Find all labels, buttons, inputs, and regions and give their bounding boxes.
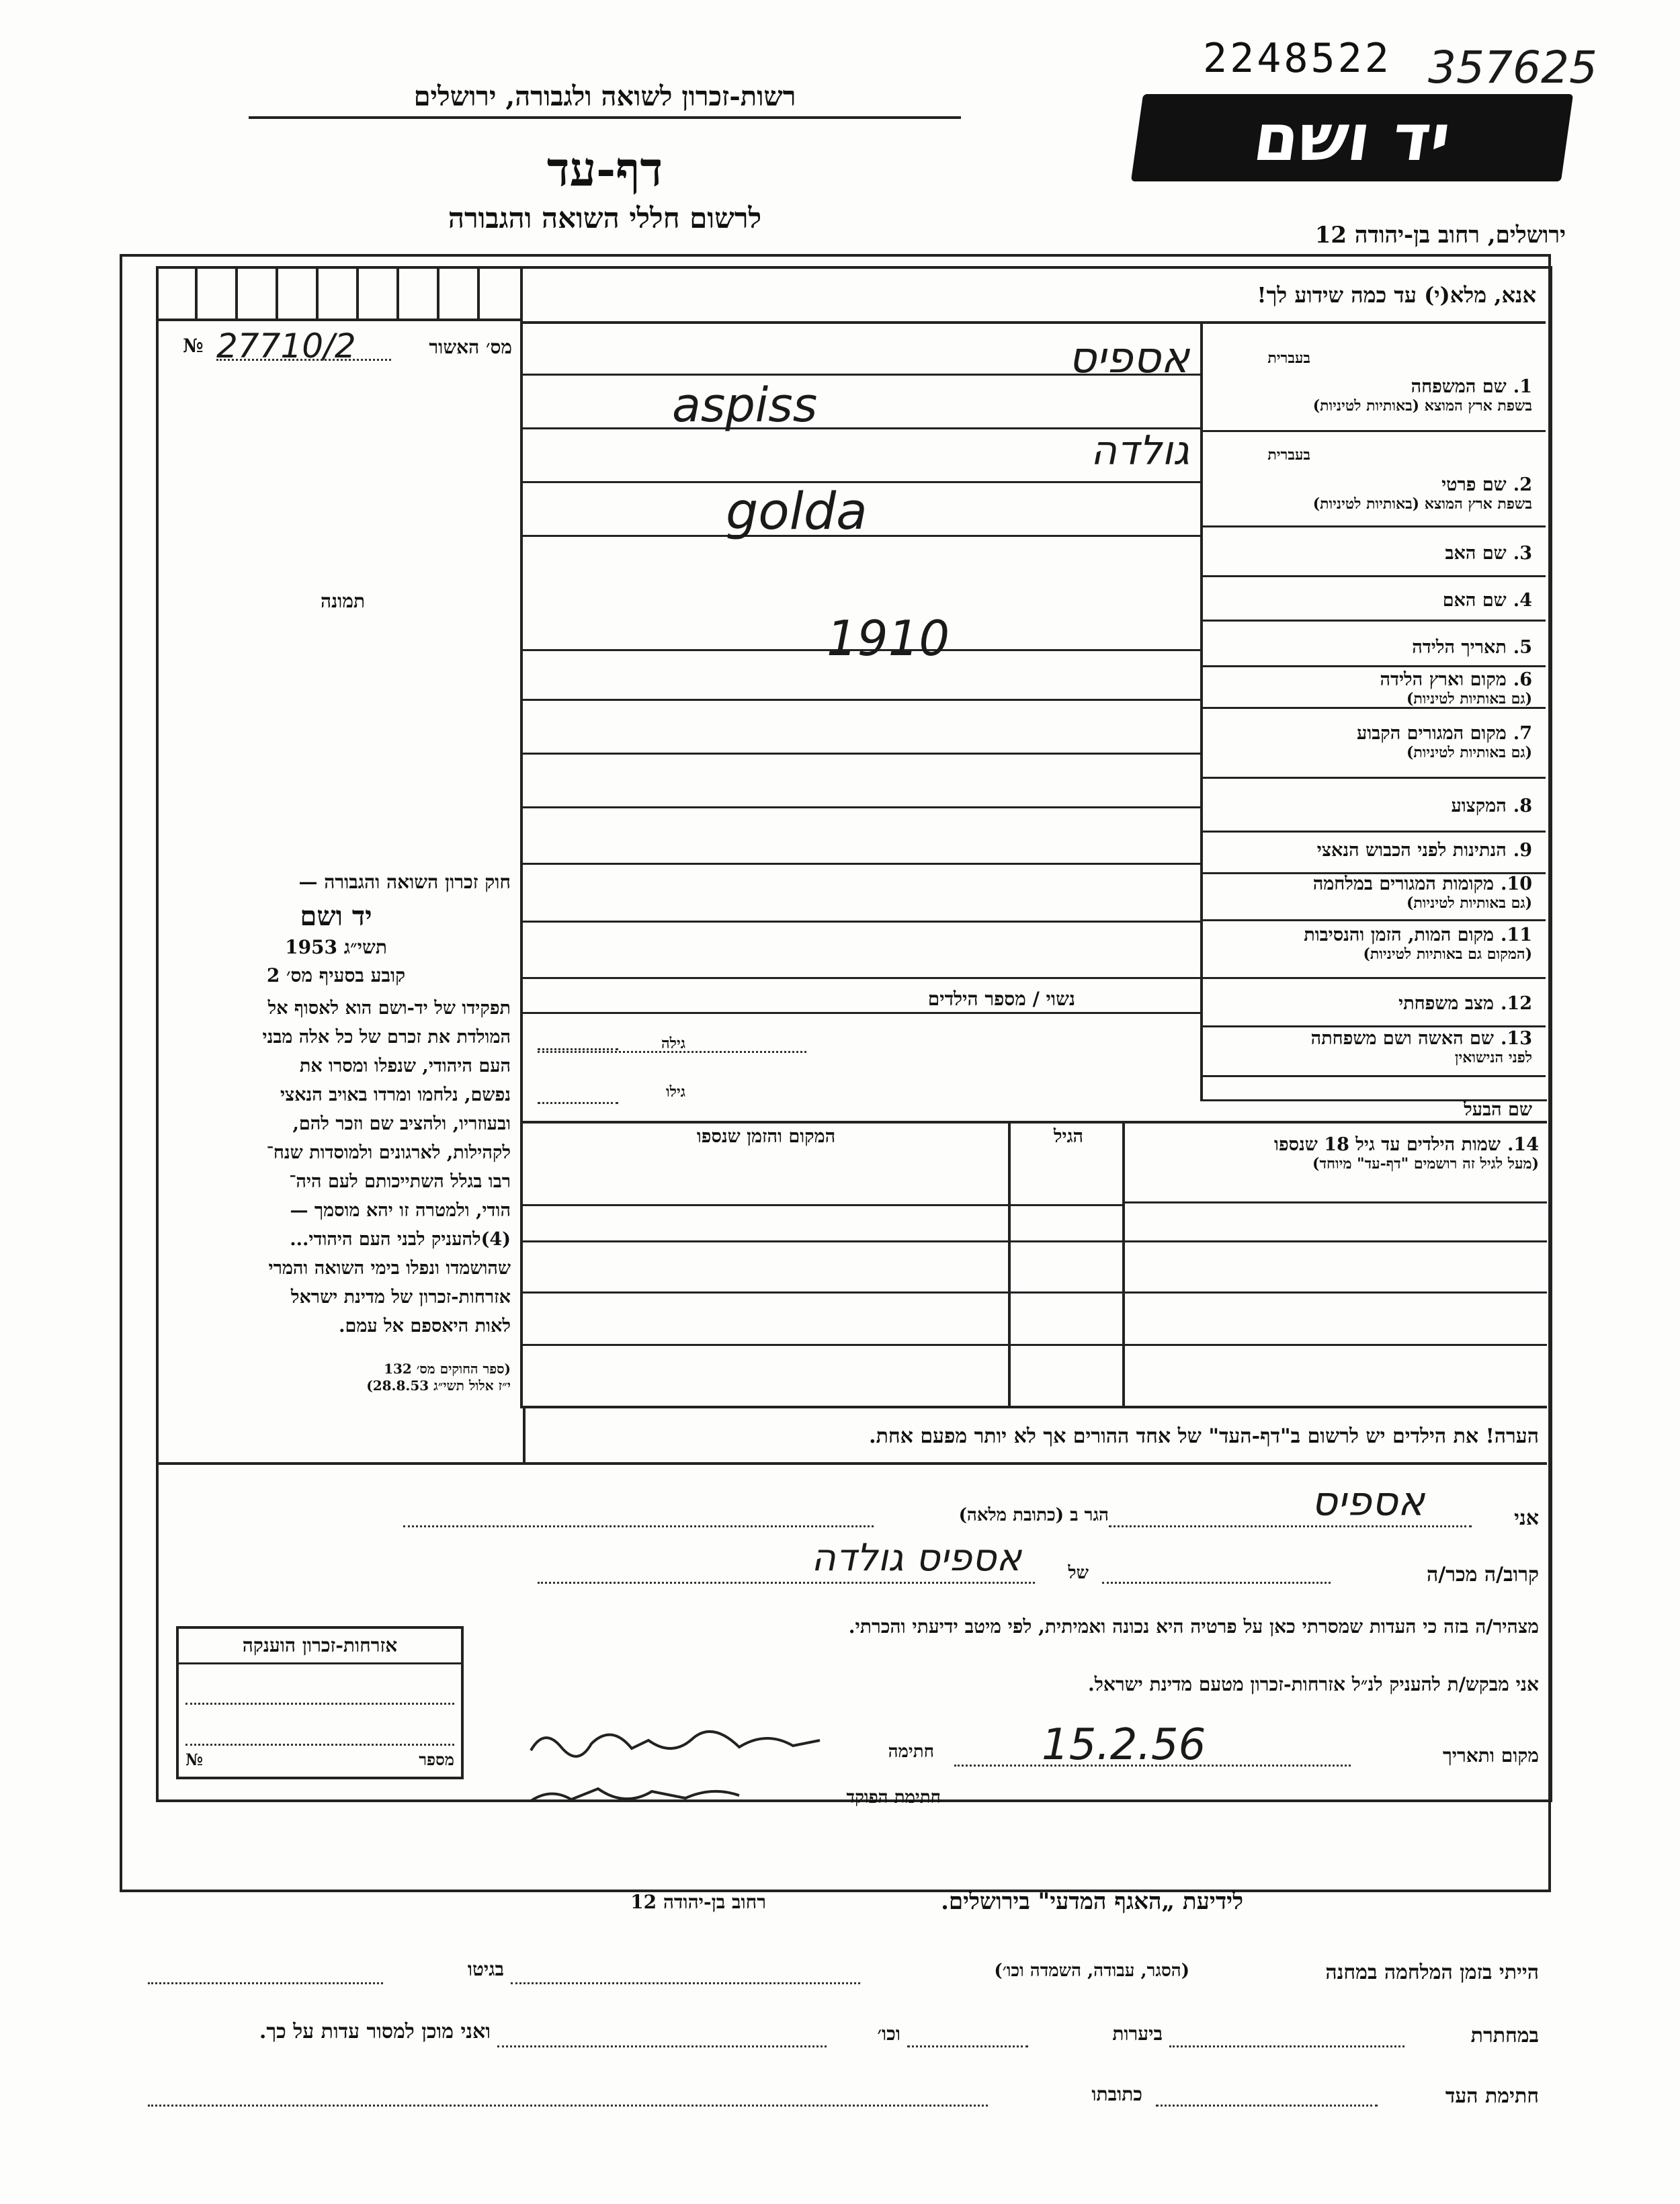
field-1-label: 1.שם המשפחה בשפת ארץ המוצא (באותיות לטיניות)	[1312, 376, 1532, 415]
law-clause: קובע בסעיף מס׳ 2	[266, 964, 406, 986]
bottom-line1-c: בגיטו	[467, 1958, 504, 1980]
bottom-line2-c: וכו׳	[877, 2023, 900, 2045]
husband-age-label: גילו	[666, 1083, 685, 1101]
field-8-label: 8.המקצוע	[1451, 796, 1532, 816]
photo-label: תמונה	[320, 590, 366, 612]
children-section-label: 14.שמות הילדים עד גיל 18 שנספו (מעל לגיל זה רושמים "דף-עד" מיוחד)	[1274, 1134, 1539, 1173]
decl-statement: מצהיר/ה בזה כי העדות שמסרתי כאן על פרטיה היא נכונה ואמיתית, לפי מיטב ידיעתי והכרתי.	[848, 1615, 1539, 1638]
field-12-label: 12.מצב משפחתי	[1398, 993, 1532, 1014]
law-year: תשי״ג 1953	[285, 936, 387, 958]
law-heading: חוק זכרון השואה והגבורה —	[298, 871, 511, 893]
field-5-label: 5.תאריך הלידה	[1412, 637, 1532, 658]
law-ref-2: י״ז אלול תשי״ג 28.8.53)	[366, 1378, 511, 1394]
page-subtitle: לרשום חללי השואה והגבורה	[448, 202, 762, 235]
field-4-label: 4.שם האם	[1442, 590, 1532, 611]
surname-latin-value: aspiss	[672, 378, 818, 433]
law-body: תפקידו של יד-ושם הוא לאסוף אל המולדת את זכרם של כל אלה מבני העם היהודי, שנפלו ומסרו את נפשם, נלחמו ומרדו באויב הנאצי ובעוזריו, ולהציב שם וזכר להם, לקהילות, לארגונים ולמוסדות שנח־ רבו בגלל השתייכותם לעם היה־ הודי, ולמטרה זו יהא מוסמך — (4)להעניק לבני העם היהודי... שהושמדו ונפלו בימי השואה והמרי אזרחות-זכרון של מדינת ישראל לאות היאספם אל עמם.	[262, 998, 511, 1337]
approval-label: מס׳ האשור	[429, 336, 512, 358]
field-7-label: 7.מקום המגורים הקבוע (גם באותיות לטיניות)	[1357, 723, 1532, 761]
bottom-line2-b: ביערות	[1112, 2023, 1163, 2045]
decl-signature-label: חתימה	[888, 1742, 934, 1762]
law-ref-1: (ספר החוקים מס׳ 132	[384, 1361, 511, 1377]
bottom-line2-a: במחתרת	[1470, 2024, 1539, 2047]
decl-ani-label: אני	[1514, 1507, 1539, 1530]
law-panel	[161, 871, 511, 1476]
decl-request: אני מבקש/ת להעניק לנ״ל אזרחות-זכרון מטעם מדינת ישראל.	[1088, 1673, 1539, 1695]
page-title: דף-עד	[546, 141, 663, 197]
marital-options: נשוי / מספר הילדים	[927, 988, 1075, 1010]
decl-ani-value: אספיס	[1311, 1478, 1425, 1525]
field-2-label: 2.שם פרטי בשפת ארץ המוצא (באותיות לטיניות)	[1312, 474, 1532, 513]
birthdate-value: 1910	[827, 610, 950, 667]
citizenship-box	[176, 1626, 464, 1779]
citizenship-number-row: № מספר	[185, 1744, 454, 1770]
decl-officer-label: חתימת הפוקד	[846, 1787, 941, 1808]
firstname-hebrew-value: גולדה	[1090, 427, 1189, 474]
wife-age-label: גילה	[661, 1035, 685, 1052]
approval-number-value: 27710/2	[216, 327, 356, 366]
husband-label: שם הבעל	[1464, 1099, 1532, 1120]
field-9-label: 9.הנתינות לפני הכבוש הנאצי	[1316, 840, 1532, 861]
bottom-address: רחוב בן-יהודה 12	[630, 1891, 766, 1913]
signature-image	[524, 1720, 827, 1767]
field-3-label: 3.שם האב	[1445, 543, 1532, 564]
firstname-latin-value: golda	[726, 481, 868, 541]
bottom-line3-b: כתובתו	[1091, 2083, 1142, 2105]
decl-of-label: של	[1068, 1563, 1089, 1583]
surname-hebrew-value: אספיס	[1068, 333, 1189, 383]
yad-vashem-logo	[1131, 94, 1573, 181]
logo-text: יד ושם	[1249, 100, 1456, 175]
bottom-line1-a: הייתי בזמן המלחמה במחנה	[1325, 1961, 1539, 1984]
bottom-line1-b: (הסגר, עבודה, השמדה וכו׳)	[994, 1961, 1189, 1981]
bottom-line2-d: ואני מוכן למסור עדות על כך.	[259, 2020, 491, 2043]
citizenship-title: אזרחות-זכרון הוענקה	[179, 1629, 461, 1664]
field-11-label: 11.מקום המות, הזמן והנסיבות (המקום גם באותיות לטיניות)	[1304, 925, 1532, 963]
serial-number: 2248522	[1203, 35, 1392, 82]
law-name: יד ושם	[300, 900, 372, 932]
authority-name: רשות-זכרון לשואה ולגבורה, ירושלים	[249, 81, 961, 119]
children-col-age: הגיל	[1053, 1126, 1084, 1147]
decl-place-date-label: מקום ותאריך	[1442, 1744, 1539, 1767]
decl-lives-label: הגר ב (כתובת מלאה)	[958, 1505, 1109, 1525]
children-note: הערה! את הילדים יש לרשום ב"דף-העד" של אחד ההורים אך לא יותר מפעם אחת.	[869, 1425, 1539, 1448]
serial-handwritten: 357625	[1428, 42, 1597, 93]
officer-signature-image	[524, 1774, 766, 1814]
intro-instruction: אנא, מלא(י) עד כמה שידוע לך!	[1257, 282, 1536, 308]
lang-hebrew-1: בעברית	[1267, 349, 1310, 367]
bottom-line3-a: חתימת העד	[1445, 2084, 1539, 2108]
decl-relation-label: קרוב/ה מכר/ה	[1427, 1563, 1539, 1586]
field-10-label: 10.מקומות המגורים במלחמה (גם באותיות לטיניות)	[1312, 874, 1532, 912]
field-6-label: 6.מקום וארץ הלידה (גם באותיות לטיניות)	[1380, 669, 1532, 708]
decl-of-value: אספיס גולדה	[811, 1536, 1021, 1580]
approval-sign: №	[183, 335, 204, 357]
decl-date-value: 15.2.56	[1042, 1720, 1206, 1770]
lang-hebrew-2: בעברית	[1267, 446, 1310, 464]
approval-number-row	[183, 327, 512, 366]
bottom-title: לידיעת „האגף המדעי" בירושלים.	[941, 1888, 1243, 1915]
header-address: ירושלים, רחוב בן-יהודה 12	[1314, 222, 1566, 249]
children-col-place: המקום והזמן שנספו	[696, 1126, 836, 1147]
field-13-label: 13.שם האשה ושם משפחתה לפני הנישואין	[1310, 1028, 1532, 1066]
